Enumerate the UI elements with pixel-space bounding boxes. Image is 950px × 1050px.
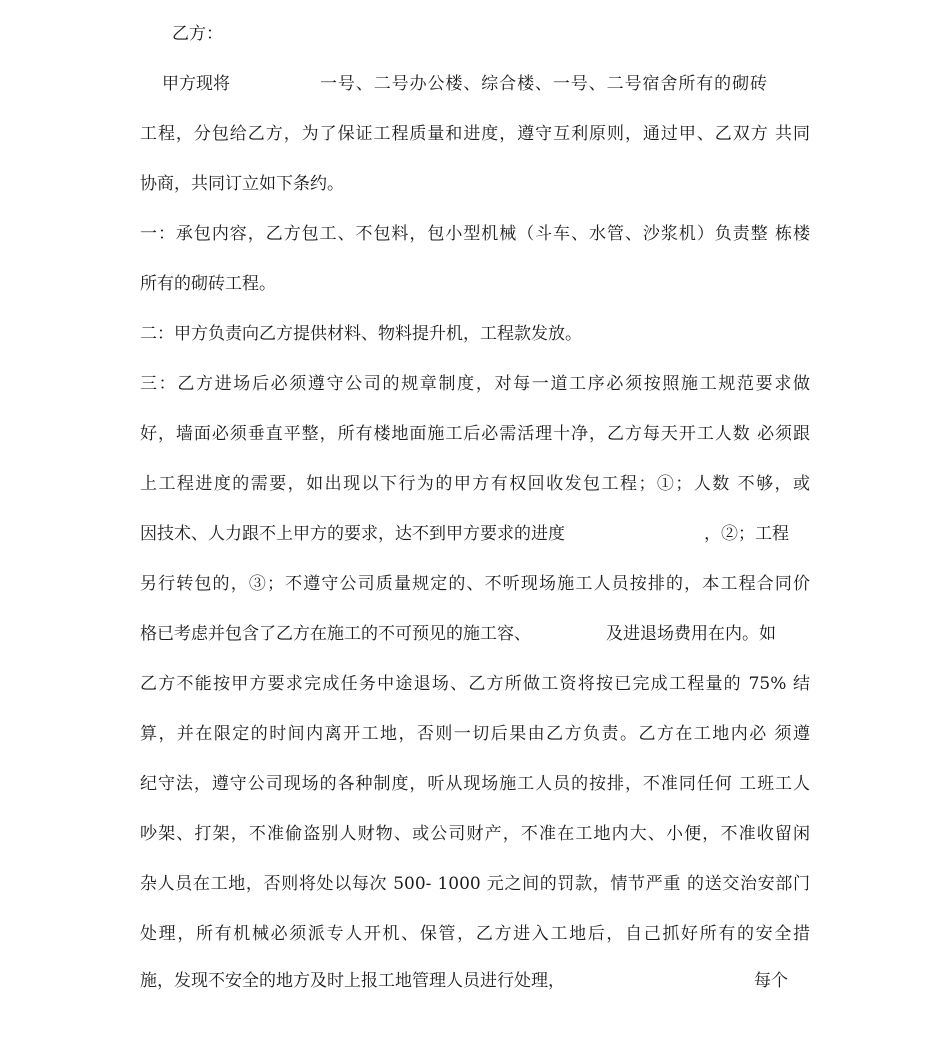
party-b-label: 乙方： xyxy=(172,24,223,44)
clause-1-line: 所有的砌砖工程。 xyxy=(140,274,276,294)
clause-3-line: 算，并在限定的时间内离开工地，否则一切后果由乙方负责。乙方在工地内必 须遵 xyxy=(140,724,810,744)
clause-3-line: 每个 xyxy=(754,971,788,991)
clause-3-line: 吵架、打架，不准偷盗别人财物、或公司财产，不准在工地内大、小便，不准收留闲 xyxy=(140,824,810,844)
clause-3-line: 上工程进度的需要，如出现以下行为的甲方有权回收发包工程；①；人数 不够，或 xyxy=(140,474,810,494)
paragraph-line: 甲方现将 xyxy=(162,74,230,94)
clause-3-line: ，②；工程 xyxy=(704,524,789,544)
clause-3-line: 另行转包的，③；不遵守公司质量规定的、不听现场施工人员按排的，本工程合同价 xyxy=(140,574,810,594)
clause-2-line: 二：甲方负责向乙方提供材料、物料提升机，工程款发放。 xyxy=(140,324,582,344)
clause-3-line: 因技术、人力跟不上甲方的要求，达不到甲方要求的进度 xyxy=(140,524,565,544)
clause-3-line: 及进退场费用在内。如 xyxy=(606,624,776,644)
clause-3-line: 格已考虑并包含了乙方在施工的不可预见的施工容、 xyxy=(140,624,531,644)
clause-3-line: 纪守法，遵守公司现场的各种制度，听从现场施工人员的按排，不准同任何 工班工人 xyxy=(140,774,810,794)
paragraph-line: 协商，共同订立如下条约。 xyxy=(140,174,344,194)
clause-3-line: 乙方不能按甲方要求完成任务中途退场、乙方所做工资将按已完成工程量的 75% 结 xyxy=(140,674,810,694)
clause-1-line: 一：承包内容，乙方包工、不包料，包小型机械（斗车、水管、沙浆机）负责整 栋楼 xyxy=(140,224,810,244)
clause-3-line: 三：乙方进场后必须遵守公司的规章制度，对每一道工序必须按照施工规范要求做 xyxy=(140,374,810,394)
clause-3-line: 处理，所有机械必须派专人开机、保管，乙方进入工地后，自己抓好所有的安全措 xyxy=(140,924,810,944)
clause-3-line: 杂人员在工地，否则将处以每次 500- 1000 元之间的罚款，情节严重 的送交治安部门 xyxy=(140,874,810,894)
paragraph-line: 工程，分包给乙方，为了保证工程质量和进度，遵守互利原则，通过甲、乙双方 共同 xyxy=(140,124,810,144)
clause-3-line: 施，发现不安全的地方及时上报工地管理人员进行处理， xyxy=(140,971,565,991)
clause-3-line: 好，墙面必须垂直平整，所有楼地面施工后必需活理十净，乙方每天开工人数 必须跟 xyxy=(140,424,810,444)
paragraph-line: 一号、二号办公楼、综合楼、一号、二号宿舍所有的砌砖 xyxy=(320,74,767,94)
